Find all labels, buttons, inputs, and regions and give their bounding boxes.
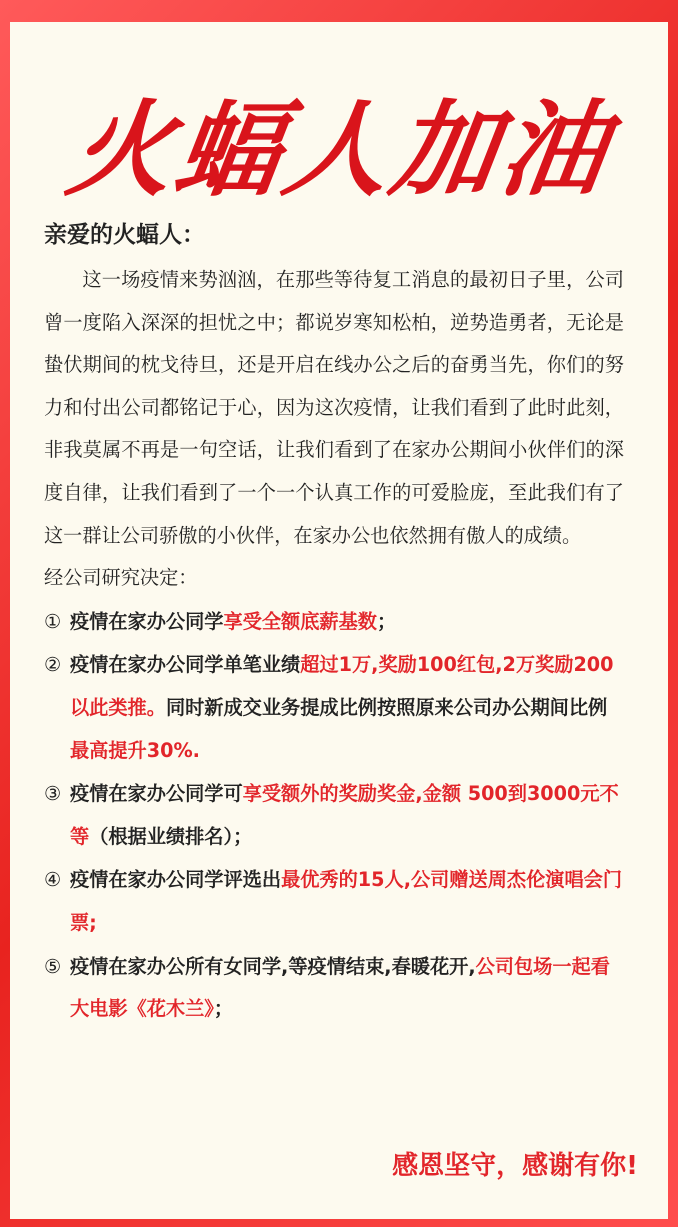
- main-paragraph: 这一场疫情来势汹汹，在那些等待复工消息的最初日子里，公司曾一度陷入深深的担忧之中；都说岁寒知松柏，逆势造勇者，无论是蛰伏期间的枕戈待旦，还是开启在线办公之后的奋勇当先，你们的努力和付出公司都铭记于心，因为这次疫情，让我们看到了此时此刻，非我莫属不再是一句空话，让我们看到了在家办公期间小伙伴们的深度自律，让我们看到了一个一个认真工作的可爱脸庞，至此我们有了这一群让公司骄傲的小伙伴，在家办公也依然拥有傲人的成绩。: [44, 268, 624, 547]
- item-text: 疫情在家办公同学: [70, 609, 224, 633]
- item-number: ②: [44, 653, 62, 677]
- decision-intro: 经公司研究决定：: [44, 566, 198, 590]
- item-highlight: 享受全额底薪基数: [223, 609, 377, 633]
- item-text: 疫情在家办公同学可: [70, 782, 243, 806]
- item-highlight: 公司包场一起看大电影《花木兰》: [70, 954, 610, 1021]
- item-text: （根据业绩排名）；: [89, 824, 253, 848]
- item-highlight: 享受额外的奖励奖金,金额 500到3000元不等: [70, 782, 619, 848]
- list-item: [44, 601, 624, 644]
- item-text: 疫情在家办公所有女同学,等疫情结束,春暖花开,: [70, 954, 476, 978]
- closing-slogan: 感恩坚守，感谢有你!: [392, 1151, 638, 1181]
- poster-title: 火蝠人加油: [60, 88, 618, 211]
- item-highlight: 超过1万,奖励100红包,2万奖励200以此类推。: [70, 653, 614, 719]
- item-number: ①: [44, 609, 62, 633]
- list-item: [44, 644, 624, 772]
- item-text: 疫情在家办公同学单笔业绩: [70, 653, 301, 677]
- item-highlight: 最高提升30%.: [70, 738, 200, 762]
- item-highlight: 最优秀的15人,公司赠送周杰伦演唱会门票;: [70, 868, 623, 934]
- item-number: ③: [44, 782, 62, 806]
- item-text: ；: [377, 609, 397, 633]
- item-text: 同时新成交业务提成比例按照原来公司办公期间比例: [165, 695, 608, 719]
- letter-body: [44, 213, 624, 1031]
- list-item: [44, 859, 624, 944]
- list-item: [44, 773, 624, 858]
- item-text: 疫情在家办公同学评选出: [70, 868, 282, 892]
- list-item: [44, 946, 624, 1031]
- item-number: ⑤: [44, 954, 62, 978]
- greeting: 亲爱的火蝠人：: [44, 222, 205, 248]
- item-text: ；: [213, 997, 234, 1021]
- item-number: ④: [44, 868, 62, 892]
